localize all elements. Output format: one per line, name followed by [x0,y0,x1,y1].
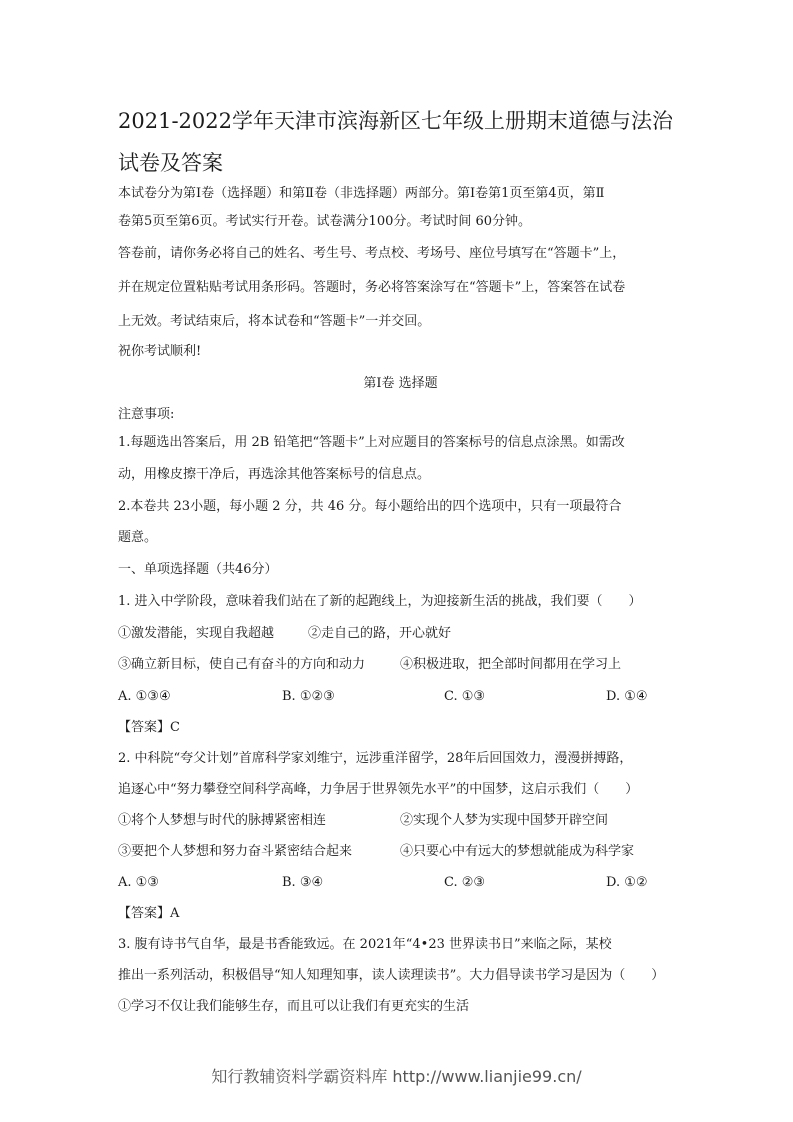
footer-watermark: 知行教辅资料学霸资料库 http://www.lianjie99.cn/ [211,1067,582,1086]
question-1-statements-row1 [118,625,683,643]
intro-line: 并在规定位置粘贴考试用条形码。答题时，务必将答案涂写在“答题卡”上，答案答在试卷 [118,280,626,295]
statement: ②实现个人梦为实现中国梦开辟空间 [400,813,609,828]
part-heading: 一、单项选择题（共46分） [118,562,278,577]
notice-line: 1.每题选出答案后，用 2B 铅笔把“答题卡”上对应题目的答案标号的信息点涂黑。如需改 [118,435,625,450]
option: B. ①②③ [282,689,335,704]
question-2-statements-row2 [118,843,683,861]
question-1-options [118,688,683,706]
intro-line: 上无效。考试结束后，将本试卷和“答题卡”一并交回。 [118,314,431,329]
notice-line: 2.本卷共 23小题，每小题 2 分，共 46 分。每小题给出的四个选项中，只有一项最符合 [118,499,622,514]
statement: ④只要心中有远大的梦想就能成为科学家 [400,844,635,859]
option: D. ①② [606,875,648,890]
notice-line: 题意。 [118,530,158,545]
question-3-statement: ①学习不仅让我们能够生存，而且可以让我们有更充实的生活 [118,999,470,1014]
question-3-stem: 3. 腹有诗书气自华，最是书香能致远。在 2021年“4•23 世界读书日”来临之际，某校 [118,937,612,952]
option: B. ③④ [282,875,324,890]
option: D. ①④ [606,689,648,704]
option: A. ①③④ [118,689,171,704]
question-3-stem: 推出一系列活动，积极倡导“知人知理知事，读人读理读书”。大力倡导读书学习是因为（ ） [118,968,665,983]
question-1-statements-row2 [118,656,683,674]
section-title: 第Ⅰ卷 选择题 [363,376,438,391]
question-2-answer: 【答案】A [118,906,180,921]
question-2-stem: 2. 中科院“夸父计划”首席科学家刘维宁，远涉重洋留学，28年后回国效力，漫漫拼搏路， [118,751,633,766]
notice-label: 注意事项: [118,407,175,422]
question-1-answer: 【答案】C [118,720,180,735]
question-2-options [118,874,683,892]
document-title [118,100,688,184]
option: C. ①③ [444,689,486,704]
statement: ③要把个人梦想和努力奋斗紧密结合起来 [118,844,353,859]
statement: ②走自己的路，开心就好 [308,626,452,641]
statement: ①将个人梦想与时代的脉搏紧密相连 [118,813,327,828]
intro-line: 本试卷分为第Ⅰ卷（选择题）和第Ⅱ卷（非选择题）两部分。第Ⅰ卷第1页至第4页，第Ⅱ [118,186,605,201]
notice-line: 动，用橡皮擦干净后，再选涂其他答案标号的信息点。 [118,467,431,482]
intro-line: 祝你考试顺利! [118,344,202,359]
question-1-stem: 1. 进入中学阶段，意味着我们站在了新的起跑线上，为迎接新生活的挑战，我们要（ ） [118,594,642,609]
title-line-1: 2021-2022学年天津市滨海新区七年级上册期末道德与法治 [118,109,673,133]
statement: ④积极进取，把全部时间都用在学习上 [400,657,622,672]
option: A. ①③ [118,875,159,890]
option: C. ②③ [444,875,486,890]
question-2-stem: 追逐心中“努力攀登空间科学高峰，力争居于世界领先水平”的中国梦，这启示我们（ ） [118,782,639,797]
title-line-2: 试卷及答案 [118,151,223,175]
statement: ③确立新目标，使自己有奋斗的方向和动力 [118,657,366,672]
statement: ①激发潜能，实现自我超越 [118,626,275,641]
intro-line: 答卷前，请你务必将自己的姓名、考生号、考点校、考场号、座位号填写在“答题卡”上， [118,246,626,261]
intro-line: 卷第5页至第6页。考试实行开卷。试卷满分100分。考试时间 60分钟。 [118,214,532,229]
question-2-statements-row1 [118,812,683,830]
